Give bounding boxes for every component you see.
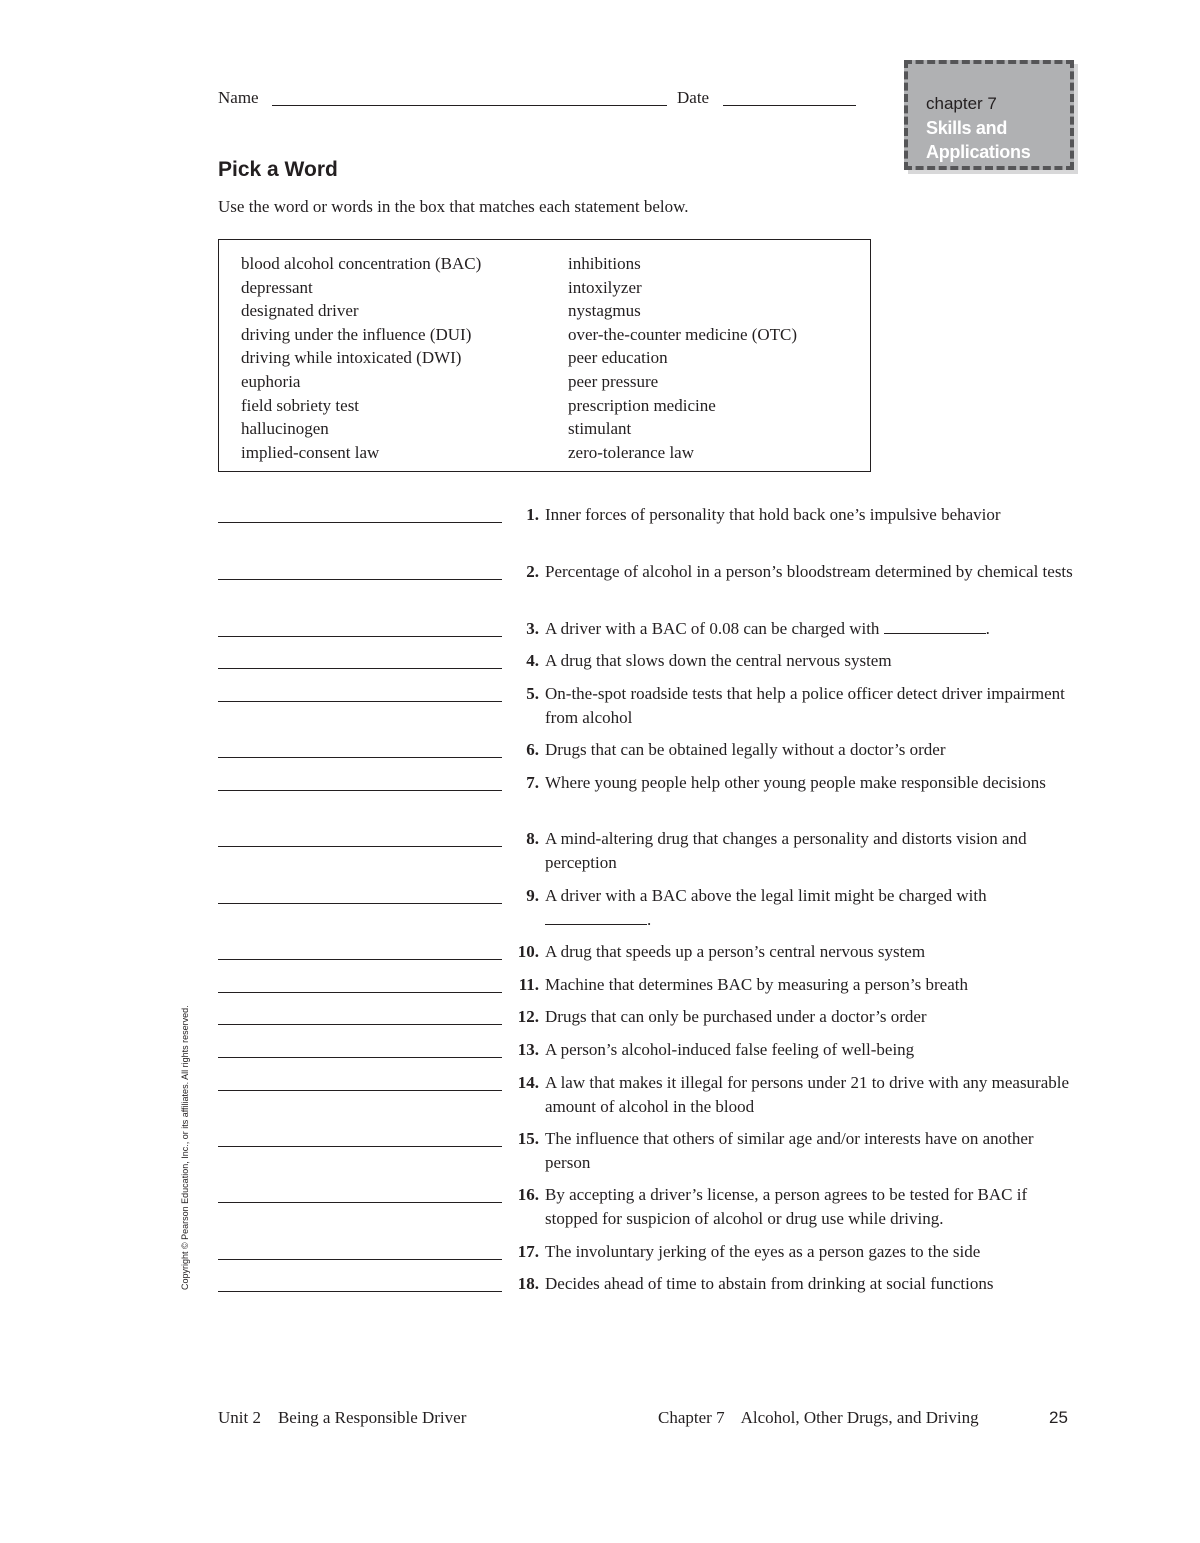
chapter-title-line2: Applications: [926, 142, 1031, 162]
question-text: [545, 617, 1075, 641]
chapter-title-line1: Skills and: [926, 118, 1008, 138]
footer-chapter: Chapter 7 Alcohol, Other Drugs, and Driving: [658, 1408, 979, 1427]
word-bank-item: inhibitions: [568, 254, 641, 273]
question-text-before: A driver with a BAC of 0.08 can be charged with: [545, 619, 880, 638]
name-field[interactable]: [272, 105, 667, 106]
question-text: Drugs that can be obtained legally without a doctor’s order: [545, 740, 946, 759]
word-bank-item: depressant: [241, 277, 313, 297]
word-bank-item: stimulant: [568, 419, 632, 439]
answer-line[interactable]: [218, 1202, 502, 1203]
word-bank-item: peer pressure: [568, 371, 659, 391]
question-number: 16.: [517, 1185, 539, 1204]
question-text: Percentage of alcohol in a person’s bloodstream determined by chemical tests: [545, 562, 1073, 581]
word-bank-box: [218, 239, 871, 472]
word-bank-left-column: [241, 252, 481, 464]
question-number: 13.: [517, 1040, 539, 1059]
question-text: A person’s alcohol-induced false feeling of well-being: [545, 1040, 915, 1059]
word-bank-item: over-the-counter medicine (OTC): [568, 324, 798, 344]
word-bank-item: blood alcohol concentration (BAC): [241, 254, 482, 273]
question-number: 7.: [526, 773, 539, 792]
question-number: 18.: [517, 1274, 539, 1293]
date-label: Date: [677, 88, 710, 107]
question-text: A mind-altering drug that changes a personality and distorts vision and perception: [545, 829, 1027, 872]
question-text: The influence that others of similar age and/or interests have on another person: [545, 1129, 1034, 1172]
word-bank-item: driving while intoxicated (DWI): [241, 348, 462, 368]
answer-line[interactable]: [218, 1057, 502, 1058]
question-number: 2.: [526, 562, 539, 581]
answer-line[interactable]: [218, 668, 502, 669]
inline-answer-blank[interactable]: [545, 910, 647, 925]
word-bank-item: zero-tolerance law: [568, 442, 694, 462]
page-title: Pick a Word: [218, 158, 338, 181]
answer-line[interactable]: [218, 701, 502, 702]
answer-line[interactable]: [218, 1090, 502, 1091]
instructions: Use the word or words in the box that matches each statement below.: [218, 197, 689, 216]
word-bank-item: implied-consent law: [241, 442, 380, 462]
question-number: 4.: [526, 651, 539, 670]
question-number: 10.: [517, 942, 539, 961]
question-text: A drug that slows down the central nervous system: [545, 651, 892, 670]
question-text: The involuntary jerking of the eyes as a person gazes to the side: [545, 1242, 981, 1261]
word-bank-item: intoxilyzer: [568, 277, 642, 297]
question-text: By accepting a driver’s license, a person agrees to be tested for BAC if stopped for suspicion of alcohol or drug use while driving.: [545, 1185, 1028, 1228]
answer-line[interactable]: [218, 522, 502, 523]
date-field[interactable]: [723, 105, 856, 106]
answer-line[interactable]: [218, 1291, 502, 1292]
answer-line[interactable]: [218, 579, 502, 580]
question-8: [0, 827, 1200, 872]
question-number: 11.: [518, 975, 539, 994]
copyright-notice: Copyright © Pearson Education, Inc., or its affiliates. All rights reserved.: [180, 1005, 190, 1290]
question-text: On-the-spot roadside tests that help a police officer detect driver impairment from alcohol: [545, 684, 1065, 727]
question-number: 3.: [526, 619, 539, 638]
answer-line[interactable]: [218, 757, 502, 758]
chapter-section-title: [926, 116, 1030, 164]
question-text: Where young people help other young people make responsible decisions: [545, 773, 1046, 792]
word-bank-right-column: [568, 252, 797, 464]
question-2: [0, 560, 1200, 600]
question-9: [0, 884, 1200, 929]
answer-line[interactable]: [218, 1024, 502, 1025]
question-number: 12.: [517, 1007, 539, 1026]
question-number: 15.: [517, 1129, 539, 1148]
question-number: 14.: [517, 1073, 539, 1092]
chapter-tab: [904, 60, 1074, 170]
question-number: 6.: [526, 740, 539, 759]
word-bank-item: designated driver: [241, 301, 359, 321]
word-bank-item: field sobriety test: [241, 395, 360, 415]
question-text: Machine that determines BAC by measuring a person’s breath: [545, 975, 968, 994]
answer-line[interactable]: [218, 846, 502, 847]
answer-line[interactable]: [218, 992, 502, 993]
question-text: [545, 884, 1075, 931]
word-bank-item: driving under the influence (DUI): [241, 324, 472, 344]
answer-line[interactable]: [218, 1259, 502, 1260]
question-text-after: .: [985, 619, 990, 638]
question-number: 8.: [526, 829, 539, 848]
question-text: A law that makes it illegal for persons under 21 to drive with any measurable amount of alcohol in the blood: [545, 1073, 1070, 1116]
word-bank-item: nystagmus: [568, 301, 641, 321]
question-text: A drug that speeds up a person’s central nervous system: [545, 942, 926, 961]
question-1: [0, 503, 1200, 543]
chapter-number: chapter 7: [926, 94, 997, 113]
question-number: 1.: [526, 505, 539, 524]
inline-answer-blank[interactable]: [884, 619, 986, 634]
question-number: 9.: [526, 886, 539, 905]
question-text-before: A driver with a BAC above the legal limit might be charged with: [545, 886, 987, 905]
question-number: 5.: [526, 684, 539, 703]
word-bank-item: peer education: [568, 348, 668, 368]
answer-line[interactable]: [218, 1146, 502, 1147]
question-text-after: .: [647, 909, 652, 929]
question-7: [0, 771, 1200, 811]
question-text: Inner forces of personality that hold back one’s impulsive behavior: [545, 505, 1001, 524]
word-bank-item: prescription medicine: [568, 395, 716, 415]
answer-line[interactable]: [218, 903, 502, 904]
question-text: Drugs that can only be purchased under a doctor’s order: [545, 1007, 927, 1026]
footer-unit: Unit 2 Being a Responsible Driver: [218, 1408, 467, 1427]
answer-line[interactable]: [218, 636, 502, 637]
answer-line[interactable]: [218, 959, 502, 960]
page-number: 25: [1049, 1408, 1068, 1427]
answer-line[interactable]: [218, 790, 502, 791]
question-number: 17.: [517, 1242, 539, 1261]
word-bank-item: euphoria: [241, 371, 301, 391]
name-label: Name: [218, 88, 259, 107]
question-text: Decides ahead of time to abstain from drinking at social functions: [545, 1274, 994, 1293]
question-5: [0, 682, 1200, 727]
word-bank-item: hallucinogen: [241, 419, 329, 439]
